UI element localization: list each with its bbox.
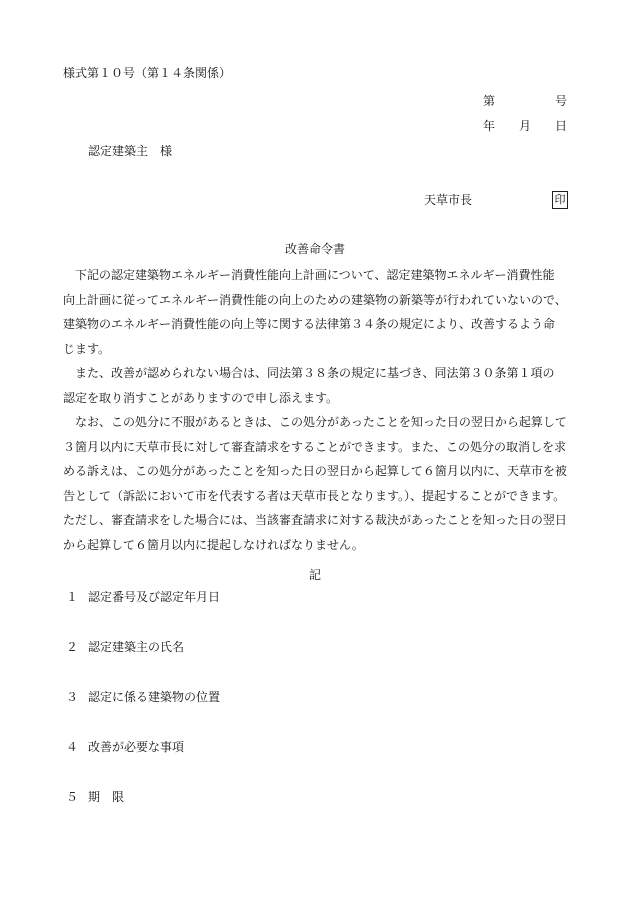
item-label: 改善が必要な事項 [88, 740, 185, 754]
form-number: 様式第１０号（第１４条関係） [63, 66, 232, 80]
date-day-label: 日 [555, 119, 568, 133]
item-label: 期 限 [88, 790, 125, 804]
body-text [63, 263, 583, 557]
item-label: 認定に係る建築物の位置 [88, 690, 221, 704]
document-number-suffix: 号 [555, 94, 568, 108]
document-title: 改善命令書 [284, 242, 345, 256]
ki-heading: 記 [308, 568, 321, 582]
list-item [66, 740, 184, 754]
item-number: ４ [66, 740, 79, 754]
item-label: 認定建築主の氏名 [88, 640, 185, 654]
body-line: める訴えは、この処分があったことを知った日の翌日から起算して６箇月以内に、天草市を被 [63, 464, 567, 478]
body-line: 向上計画に従ってエネルギー消費性能の向上のための建築物の新築等が行われていないので、 [63, 292, 567, 307]
body-line: 認定を取り消すことがありますので申し添えます。 [63, 390, 339, 405]
item-number: ３ [66, 690, 79, 704]
body-line: から起算して６箇月以内に提起しなければなりません。 [63, 537, 364, 552]
body-line: ３箇月以内に天草市長に対して審査請求をすることができます。また、この処分の取消しを求 [63, 439, 567, 454]
item-number: １ [66, 590, 79, 604]
body-line: なお、この処分に不服があるときは、この処分があったことを知った日の翌日から起算して [63, 415, 567, 429]
body-line: また、改善が認められない場合は、同法第３８条の規定に基づき、同法第３０条第１項の [63, 366, 555, 380]
item-label: 認定番号及び認定年月日 [88, 590, 221, 604]
body-line: 告として（訴訟において市を代表する者は天草市長となります。）、提起することができます。 [63, 488, 566, 503]
item-number: ５ [66, 790, 79, 804]
body-line: じます。 [63, 341, 111, 356]
body-line: ただし、審査請求をした場合には、当該審査請求に対する裁決があったことを知った日の翌日 [63, 513, 567, 527]
addressee: 認定建築主 様 [88, 144, 173, 158]
list-item [66, 790, 124, 804]
seal-box: 印 [552, 191, 568, 209]
list-item [66, 690, 220, 704]
body-line: 下記の認定建築物エネルギー消費性能向上計画について、認定建築物エネルギー消費性能 [63, 268, 555, 282]
date-month-label: 月 [519, 119, 532, 133]
date-year-label: 年 [483, 119, 496, 133]
document-number-prefix: 第 [483, 94, 496, 108]
issuer: 天草市長 [424, 193, 473, 207]
body-line: 建築物のエネルギー消費性能の向上等に関する法律第３４条の規定により、改善するよう命 [63, 317, 556, 331]
list-item [66, 640, 184, 654]
list-item [66, 590, 220, 604]
item-number: ２ [66, 640, 79, 654]
